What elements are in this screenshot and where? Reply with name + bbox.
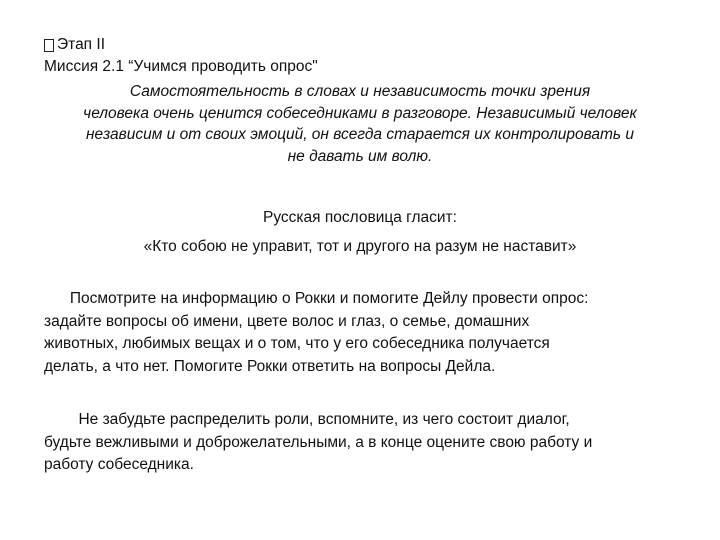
quote-line: Самостоятельность в словах и независимость точки зрения xyxy=(129,83,591,100)
stage-label: Этап II xyxy=(57,36,105,53)
mission-title: Миссия 2.1 “Учимся проводить опрос" xyxy=(44,58,318,75)
quote-line: не давать им волю. xyxy=(287,147,433,165)
proverb-intro: Русская пословица гласит: xyxy=(263,209,457,226)
reminder-paragraph xyxy=(44,409,684,477)
stage-heading xyxy=(44,35,105,55)
task-line: задайте вопросы об имени, цвете волос и глаз, о семье, домашних xyxy=(44,312,530,330)
reminder-line: Не забудьте распределить роли, вспомните, из чего состоит диалог, xyxy=(44,411,570,428)
quote-paragraph xyxy=(30,81,690,167)
proverb-text: «Кто собою не управит, тот и другого на разум не наставит» xyxy=(143,238,577,255)
quote-line: независим и от своих эмоций, он всегда старается их контролировать и xyxy=(86,126,634,143)
box-glyph-icon xyxy=(44,39,54,52)
task-line: делать, а что нет. Помогите Рокки ответить на вопросы Дейла. xyxy=(44,357,496,375)
reminder-line: будьте вежливыми и доброжелательными, а в конце оцените свою работу и xyxy=(44,433,593,451)
task-line: Посмотрите на информацию о Рокки и помогите Дейлу провести опрос: xyxy=(44,290,589,307)
task-line: животных, любимых вещах и о том, что у его собеседника получается xyxy=(44,335,550,352)
quote-line: человека очень ценится собеседниками в разговоре. Независимый человек xyxy=(83,104,637,122)
task-paragraph xyxy=(44,288,684,378)
reminder-line: работу собеседника. xyxy=(44,456,194,473)
